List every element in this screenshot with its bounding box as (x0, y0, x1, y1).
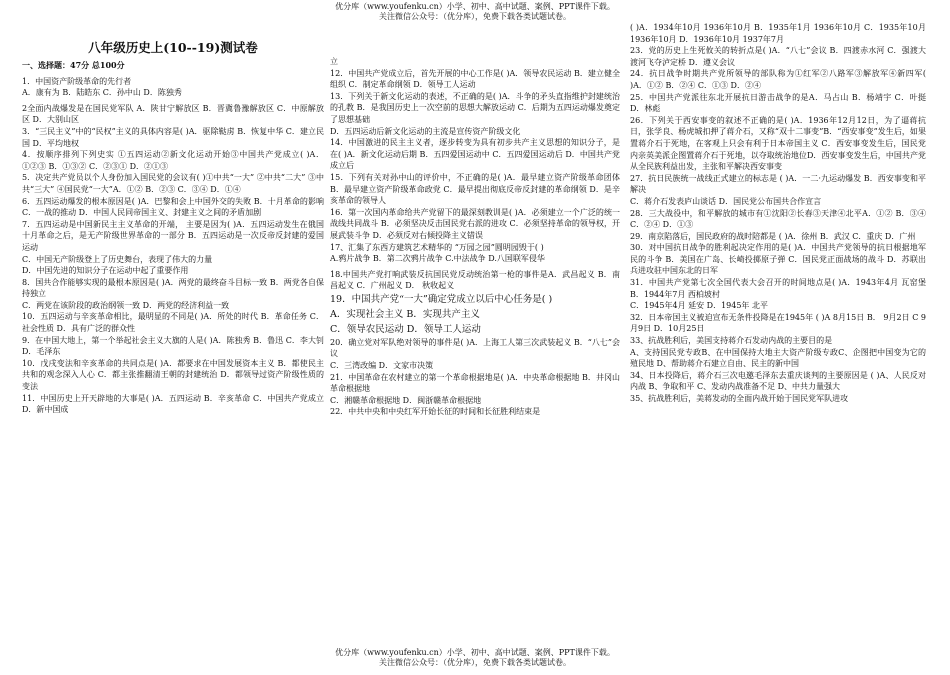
page-footer (290, 648, 660, 668)
question-line: 8．国共合作能够实现的最根本原因是( )A．两党的最终奋斗目标一致 B．两党各自保持独立 (22, 277, 324, 299)
question-line: 34、日本投降后，蒋介石三次电邀毛泽东去重庆谈判的主要原因是 ( )A、人民反对内战 B、争取和平 C、发动内战准备不足 D、中共力量强大 (630, 370, 926, 392)
question-line: 20．确立党对军队绝对领导的事件是( )A．上海工人第三次武装起义 B．“八七”会议 (330, 337, 620, 359)
question-line: 23．党的历史上生死攸关的转折点是( )A．“八七”会议 B．四渡赤水河 C．强渡大渡河飞夺泸定桥 D．遵义会议 (630, 46, 926, 67)
question-line: 19．中国共产党“一大”确定党成立以后中心任务是( ) (330, 293, 553, 305)
question-line: 25．中国共产党派往东北开展抗日游击战争的是A．马占山 B．杨靖宇 C．叶挺 D．林彪 (630, 92, 926, 114)
column-right (630, 22, 926, 405)
question-line: A、支持国民党专政B、在中国保持大地主大资产阶级专政C、企图把中国变为它的殖民地 D、帮助蒋介石建立自由、民主的新中国 (630, 347, 926, 369)
question-line: C．三湾改编 D．文家市决策 (330, 361, 434, 371)
question-line: 24．抗日战争时期共产党所领导的部队称为①红军②八路军③解放军④新四军( )A．①② B．②④ C．①③ D．②④ (630, 69, 926, 90)
question-line: D．中国先进的知识分子在运动中起了重要作用 (22, 266, 189, 276)
question-line: 21．中国革命在农村建立的第一个革命根据地是( )A．中央革命根据地 B．井冈山革命根据地 (330, 372, 620, 394)
question-line: 立 (330, 57, 338, 66)
question-line: 14．中国激进的民主主义者，逐步转变为具有初步共产主义思想的知识分子，是在( )A．新文化运动后期 B．五四爱国运动中 C．五四爱国运动后 D．中国共产党成立后 (330, 138, 620, 171)
question-line: 33、抗战胜利后，美国支持蒋介石发动内战的主要目的是 (630, 336, 833, 346)
question-line: 11．中国历史上开天辟地的大事是( )A．五四运动 B．辛亥革命 C．中国共产党成立 D．新中国成 (22, 393, 324, 415)
column-left (22, 40, 324, 416)
question-line: 26．下列关于西安事变的叙述不正确的是( )A．1936年12月12日，为了逼蒋抗日，张学良、杨虎城扣押了蒋介石，又称“双十二事变”B．“西安事变”发生后，如果置蒋介石于死地，在客观上只会有利于日本帝国主义 C．西安事变发生后，国民党内亲英美派企图置蒋介石于死地，以夺取统治地位D．西安事变发生后，中国共产党从全民族利益出发，主张和平解决西安事变 (630, 115, 926, 172)
question-line: 10．戊戌变法和辛亥革命的共同点是( )A．都要求在中国发展资本主义 B．都使民主共和的观念深入人心 C．都主张推翻清王朝的封建统治 D．都领导过资产阶级性质的变法 (22, 358, 324, 392)
question-line: 29．南京陷落后，国民政府的战时陪都是 ( )A．徐州 B．武汉 C．重庆 D．广州 (630, 231, 916, 241)
question-line: A．康有为 B．陆皓东 C．孙中山 D．陈独秀 (22, 88, 182, 98)
question-line: 12．中国共产党成立后，首先开展的中心工作是( )A．领导农民运动 B．建立健全组织 C．制定革命纲领 D．领导工人运动 (330, 68, 620, 90)
question-line: 27．抗日民族统一战线正式建立的标志是 ( )A．一二·九运动爆发 B．西安事变和平解决 (630, 173, 926, 195)
question-line: 16．第一次国内革命给共产党留下的最深刻教训是( )A．必须建立一个广泛的统一战线共同战斗 B．必须坚决反击国民党右派的进攻 C．必须坚持革命的领导权，开展武装斗争 D．必须反对右倾投降主义错误 (330, 207, 620, 240)
question-line: C．蒋介石发表庐山谈话 D．国民党公布国共合作宣言 (630, 196, 822, 206)
question-line: 2全面内战爆发是在国民党军队 A．陕甘宁解放区 B．晋冀鲁豫解放区 C．中原解放区 D．大别山区 (22, 103, 324, 125)
question-line: 30．对中国抗日战争的胜利起决定作用的是( )A．中国共产党领导的抗日根据地军民的斗争 B．美国在广岛、长崎投掷原子弹 C．国民党正面战场的战斗 D．苏联出兵进攻驻中国东北的日军 (630, 243, 926, 276)
question-line: 28．三大战役中，和平解放的城市有①沈阳②长春③天津④北平A．①② B．③④ C．②④ D．①③ (630, 208, 926, 230)
header-line: 关注微信公众号：（优分库），免费下载各类试题试卷。 (379, 12, 571, 21)
page-header (290, 2, 660, 22)
column-middle (330, 56, 620, 418)
exam-title: 八年级历史上(10--19)测试卷 (88, 40, 258, 55)
question-line: 31．中国共产党第七次全国代表大会召开的时间地点是( )A．1943年4月 瓦窑堡 B．1944年7月 西柏坡村 (630, 278, 926, 299)
question-line: C．湘赣革命根据地 D．闽浙赣革命根据地 (330, 395, 482, 405)
question-line: A.鸦片战争 B．第二次鸦片战争 C.中法战争 D.八国联军侵华 (330, 254, 545, 264)
question-line: A．实现社会主义 B．实现共产主义 (330, 308, 480, 320)
question-line: 22．中共中央和中央红军开始长征的时间和长征胜利结束是 (330, 407, 541, 417)
question-line: ( )A．1934年10月 1936年10月 B．1935年1月 1936年10月 C．1935年10月 1936年10月 D．1936年10月 1937年7月 (630, 23, 926, 44)
question-line: 4．按顺序排列下列史实 ①五四运动②新文化运动开始③中国共产党成立( )A．①②③ B．①③② C．②③① D．②①③ (22, 150, 324, 171)
question-line: 1．中国资产阶级革命的先行者 (22, 76, 132, 86)
footer-line: 关注微信公众号：（优分库），免费下载各类试题试卷。 (379, 658, 571, 667)
question-line: 10．五四运动与辛亥革命相比，最明显的不同是( )A．所处的时代 B．革命任务 C．社会性质 D．具有广泛的群众性 (22, 312, 324, 334)
question-line: 18.中国共产党打响武装反抗国民党反动统治第一枪的事件是A．武昌起义 B．南昌起义 C．广州起义 D． 秋收起义 (330, 269, 620, 291)
question-line: C．中国无产阶级登上了历史舞台，表现了伟大的力量 (22, 254, 213, 264)
question-line: 13．下列关于新文化运动的表述，不正确的是( )A．斗争的矛头直指维护封建统治的孔教 B．是我国历史上一次空前的思想大解放运动 C．后期为五四运动爆发奠定了思想基础 (330, 91, 620, 124)
question-line: C．领导农民运动 D．领导工人运动 (330, 323, 481, 335)
footer-line: 优分库（www.youfenku.cn）小学、初中、高中试题、案例、PPT课件下载。 (335, 648, 615, 657)
question-line: 35、抗战胜利后，美蒋发动的全面内战开始于国民党军队进攻 (630, 394, 849, 403)
question-line: 15．下列有关对孙中山的评价中，不正确的是( )A．最早建立资产阶级革命团体 B．最早建立资产阶级革命政党 C．最早提出彻底反帝反封建的革命纲领 D．是辛亥革命的领导人 (330, 172, 620, 206)
question-line: 9．在中国大地上，第一个举起社会主义大旗的人是( )A．陈独秀 B．鲁迅 C．李大钊 D．毛泽东 (22, 335, 324, 357)
question-line: 17、汇集了东西方建筑艺术精华的 “万园之园”圆明园毁于( ) (330, 242, 544, 252)
question-line: 32．日本帝国主义被迫宣布无条件投降是在1945年 ( )A 8月15日 B． 9月2日 C 9月9日 D．10月25日 (630, 312, 926, 334)
question-line: D．五四运动后新文化运动的主流是宣传资产阶级文化 (330, 126, 521, 136)
question-line: 5．决定共产党员以个人身份加入国民党的会议有( )①中共“一大” ②中共“二大” ③中共“三大” ④国民党“一大”A．①② B．②③ C．③④ D．①④ (22, 173, 324, 194)
question-line: 3．“三民主义”中的“民权”主义的具体内容是( )A．驱除鞑虏 B．恢复中华 C．建立民国 D．平均地权 (22, 126, 324, 148)
question-line: 6．五四运动爆发的根本原因是( )A．巴黎和会上中国外交的失败 B．十月革命的影响C．一战的推动 D．中国人民同帝国主义、封建主义之间的矛盾加剧 (22, 196, 324, 218)
header-line: 优分库（www.youfenku.cn）小学、初中、高中试题、案例、PPT课件下载。 (335, 2, 615, 11)
question-line: 7．五四运动是中国新民主主义革命的开端， 主要是因为( )A．五四运动发生在俄国十月革命之后，是无产阶级世界革命的一部分 B．五四运动是一次反帝反封建的爱国运动 (22, 219, 324, 252)
exam-meta: 一、选择题：47分 总100分 (22, 60, 125, 70)
question-line: C．两党在该阶段的政治纲领一致 D．两党的经济利益一致 (22, 300, 230, 310)
question-line: C．1945年4月 延安 D．1945年 北平 (630, 301, 768, 311)
